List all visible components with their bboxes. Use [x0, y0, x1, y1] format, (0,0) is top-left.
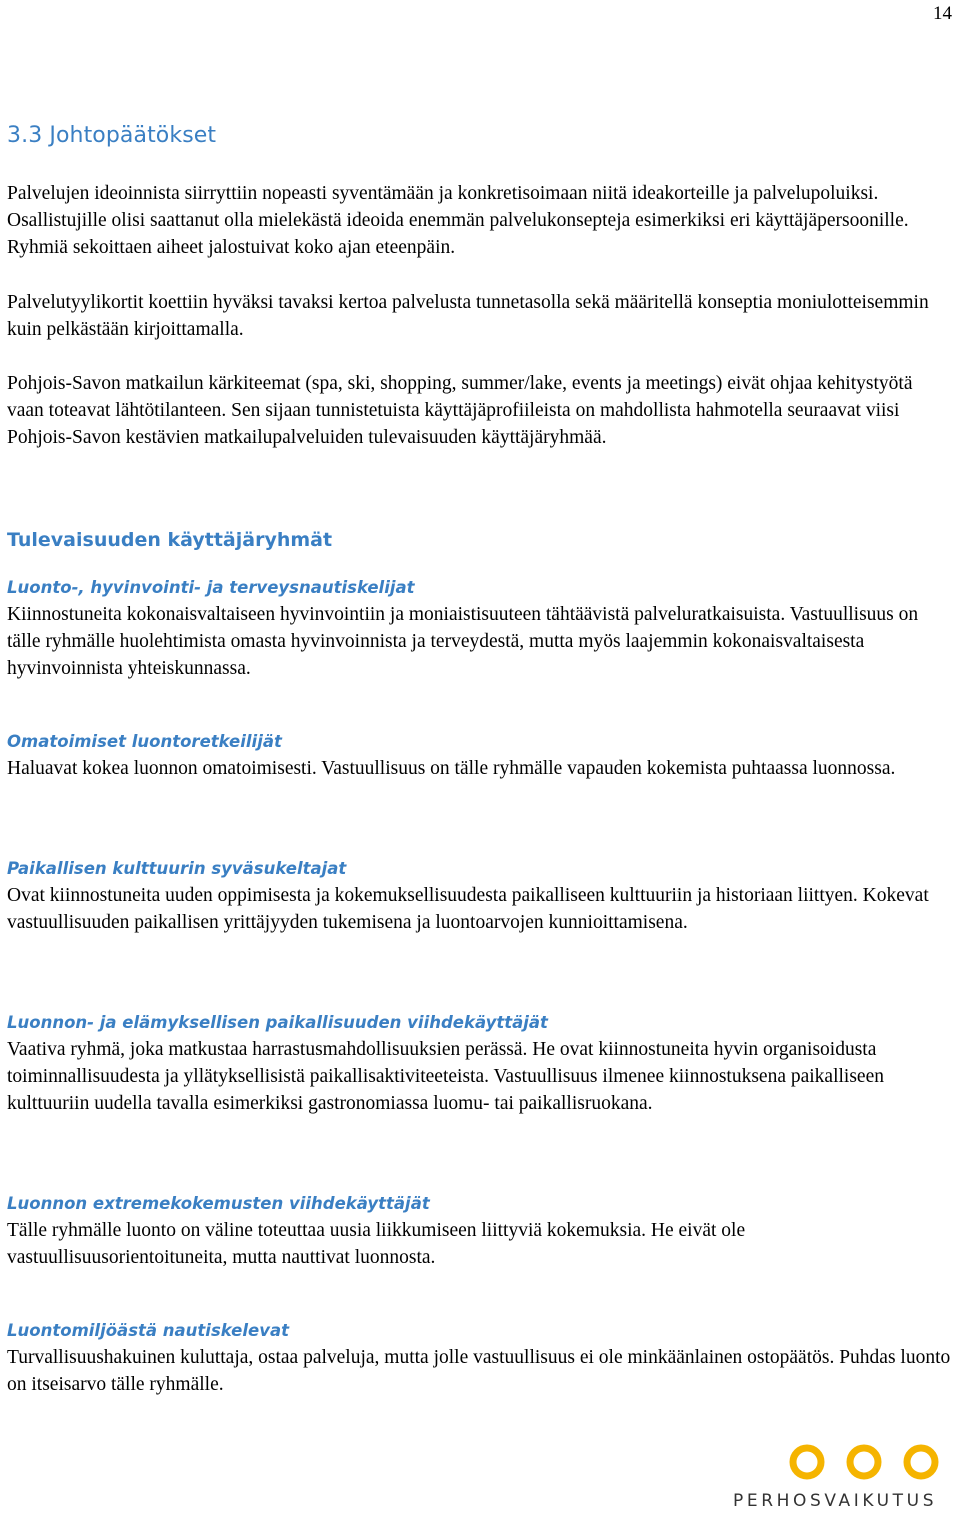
user-group-title: Paikallisen kulttuurin syväsukeltajat — [7, 859, 347, 878]
user-group — [7, 1318, 953, 1398]
paragraph-intro: Palvelujen ideoinnista siirryttiin nopeasti syventämään ja konkretisoimaan niitä ideakorteille ja palvelupoluiksi. Osallistujille olisi saattanut olla mielekästä ideoida enemmän palvelukonsepteja esimerkiksi eri käyttäjäpersoonille. Ryhmiä sekoittaen aiheet jalostuivat koko ajan eteenpäin. — [7, 183, 909, 258]
logo-circles-icon — [787, 1443, 947, 1483]
user-group-description: Haluavat kokea luonnon omatoimisesti. Vastuullisuus on tälle ryhmälle vapauden kokemista puhtaassa luonnossa. — [7, 758, 896, 779]
user-group — [7, 856, 953, 936]
user-group — [7, 575, 953, 682]
user-group — [7, 1191, 953, 1271]
user-group-description: Turvallisuushakuinen kuluttaja, ostaa palveluja, mutta jolle vastuullisuus ei ole minkäänlainen ostopäätös. Puhdas luonto on itseisarvo tälle ryhmälle. — [7, 1347, 951, 1395]
paragraph-themes: Pohjois-Savon matkailun kärkiteemat (spa, ski, shopping, summer/lake, events ja meetings) eivät ohjaa kehitystyötä vaan toteavat lähtötilanteen. Sen sijaan tunnistetuista käyttäjäprofiileista on mahdollista hahmotella seuraavat viisi Pohjois-Savon kestävien matkailupalveluiden tulevaisuuden käyttäjäryhmää. — [7, 373, 913, 448]
user-group — [7, 1010, 953, 1117]
user-group-title: Luonnon extremekokemusten viihdekäyttäjät — [7, 1194, 430, 1213]
logo-circle-2-icon — [850, 1448, 878, 1476]
user-group — [7, 729, 953, 782]
user-group-title: Omatoimiset luontoretkeilijät — [7, 732, 282, 751]
subheading-user-groups: Tulevaisuuden käyttäjäryhmät — [7, 529, 333, 551]
user-group-description: Vaativa ryhmä, joka matkustaa harrastusmahdollisuuksien perässä. He ovat kiinnostuneita hyvin organisoidusta toiminnallisuudesta ja yllätyksellisistä paikallisaktiviteeteista. Vastuullisuus ilmenee kiinnostuksena paikalliseen kulttuuriin uudella tavalla esimerkiksi gastronomiassa luomu- tai paikallisruokana. — [7, 1039, 884, 1114]
section-heading: 3.3 Johtopäätökset — [7, 123, 217, 148]
logo-circle-1-icon — [793, 1448, 821, 1476]
user-group-description: Kiinnostuneita kokonaisvaltaiseen hyvinvointiin ja moniaistisuuteen tähtäävistä palveluratkaisuista. Vastuullisuus on tälle ryhmälle huolehtimista omasta hyvinvoinnista ja terveydestä, mutta myös laajemmin kokonaisvaltaisesta hyvinvoinnista yhteiskunnassa. — [7, 604, 919, 679]
paragraph-style-cards: Palvelutyylikortit koettiin hyväksi tavaksi kertoa palvelusta tunnetasolla sekä määritellä konseptia moniulotteisemmin kuin pelkästään kirjoittamalla. — [7, 292, 929, 340]
logo-circle-3-icon — [907, 1448, 935, 1476]
logo-text: PERHOSVAIKUTUS — [733, 1491, 938, 1511]
perhosvaikutus-logo — [733, 1443, 948, 1515]
user-group-description: Ovat kiinnostuneita uuden oppimisesta ja kokemuksellisuudesta paikalliseen kulttuuriin ja historiaan liittyen. Kokevat vastuullisuuden paikallisen yrittäjyyden tukemisena ja luontoarvojen kunnioittamisena. — [7, 885, 929, 933]
user-group-title: Luontomiljöästä nautiskelevat — [7, 1321, 289, 1340]
user-group-title: Luonnon- ja elämyksellisen paikallisuuden viihdekäyttäjät — [7, 1013, 548, 1032]
user-group-description: Tälle ryhmälle luonto on väline toteuttaa uusia liikkumiseen liittyviä kokemuksia. He eivät ole vastuullisuusorientoituneita, mutta nauttivat luonnosta. — [7, 1220, 746, 1268]
page-number: 14 — [933, 3, 952, 24]
user-group-title: Luonto-, hyvinvointi- ja terveysnautiskelijat — [7, 578, 415, 597]
